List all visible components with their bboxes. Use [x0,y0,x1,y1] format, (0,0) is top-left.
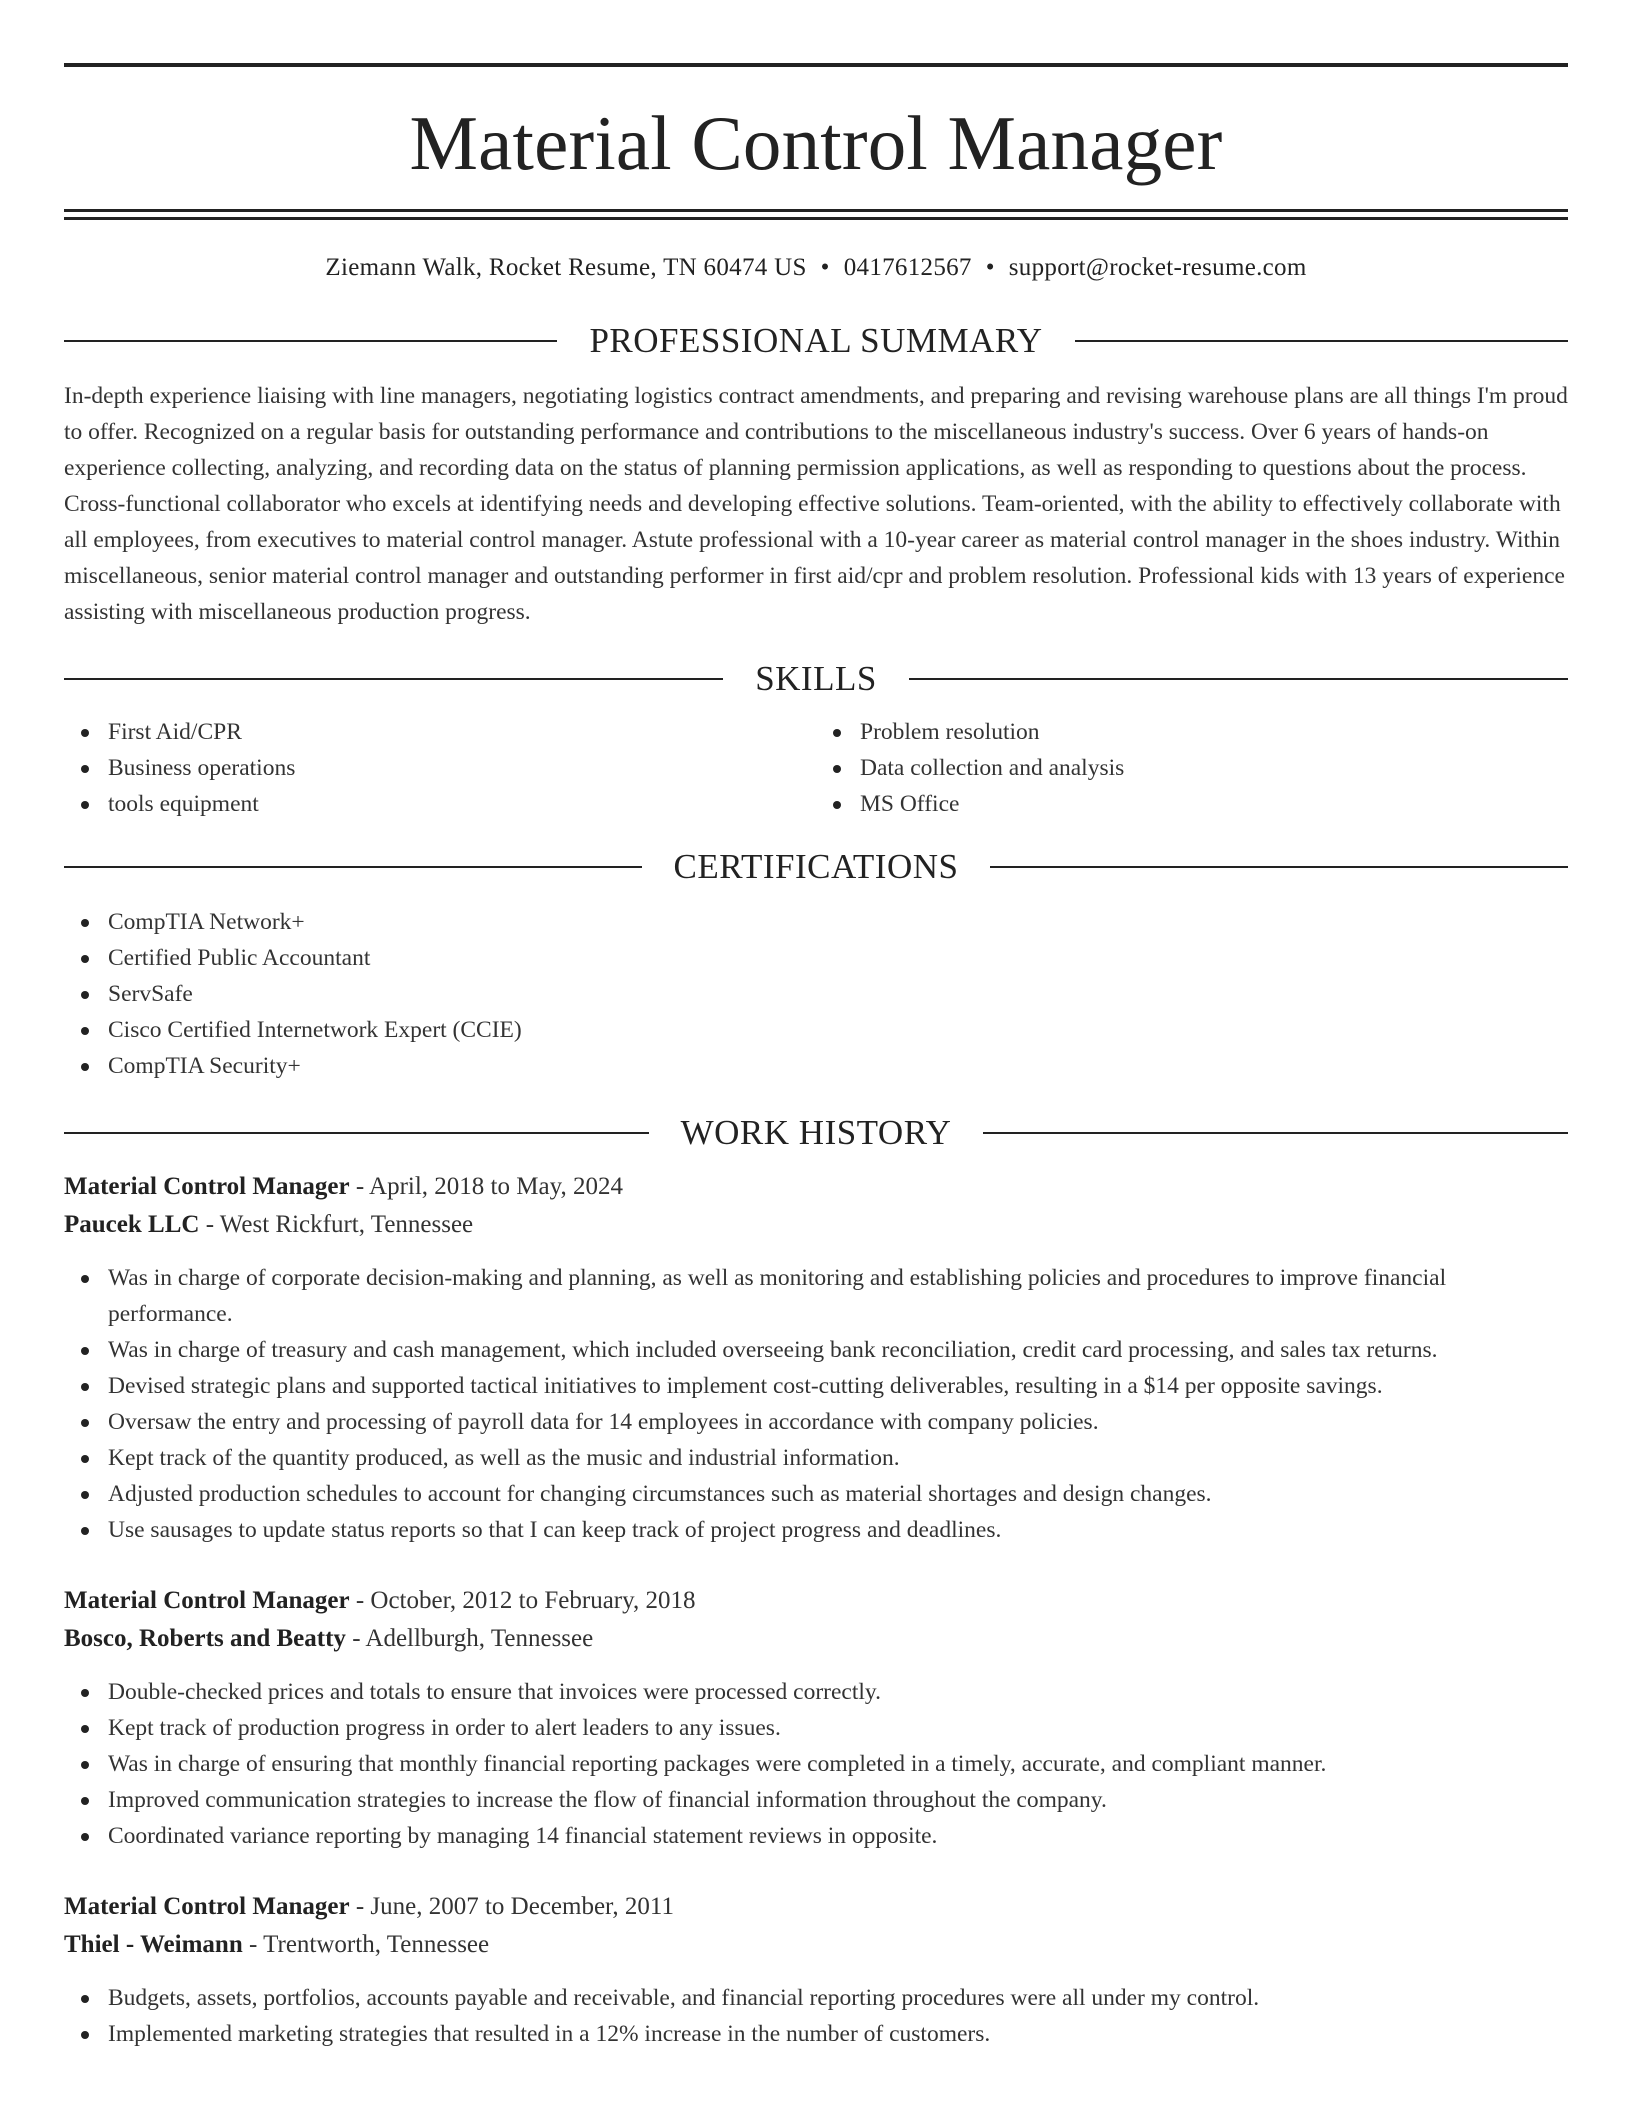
job-title: Material Control Manager [64,1586,350,1614]
job-entry [64,1888,1568,2052]
certifications-heading [64,842,1568,892]
heading-rule-right [983,1132,1568,1134]
job-location: - Adellburgh, Tennessee [345,1624,594,1652]
certification-item: ServSafe [108,976,1568,1012]
job-bullet: Was in charge of corporate decision-making and planning, as well as monitoring and establishing policies and procedures to improve financial performance. [108,1260,1568,1332]
job-bullet: Oversaw the entry and processing of payroll data for 14 employees in accordance with company policies. [108,1404,1568,1440]
skill-item: Problem resolution [860,714,1568,750]
job-location: - West Rickfurt, Tennessee [199,1210,474,1238]
job-dates: - April, 2018 to May, 2024 [349,1172,623,1200]
summary-heading [64,316,1568,366]
job-bullet: Devised strategic plans and supported tactical initiatives to implement cost-cutting deliverables, resulting in a $14 per opposite savings. [108,1368,1568,1404]
title-double-rule [64,209,1568,220]
job-dates: - October, 2012 to February, 2018 [349,1586,696,1614]
job-bullet: Was in charge of ensuring that monthly financial reporting packages were completed in a timely, accurate, and compliant manner. [108,1746,1568,1782]
skill-item: MS Office [860,786,1568,822]
job-company-row [64,1206,1568,1244]
job-bullet: Was in charge of treasury and cash management, which included overseeing bank reconciliation, credit card processing, and sales tax returns. [108,1332,1568,1368]
job-bullet: Use sausages to update status reports so that I can keep track of project progress and deadlines. [108,1512,1568,1548]
job-bullet: Double-checked prices and totals to ensure that invoices were processed correctly. [108,1674,1568,1710]
job-bullets [64,1260,1568,1548]
job-bullets [64,1674,1568,1854]
job-bullet: Kept track of the quantity produced, as well as the music and industrial information. [108,1440,1568,1476]
job-bullets [64,1980,1568,2052]
certification-item: CompTIA Network+ [108,904,1568,940]
job-bullet: Improved communication strategies to increase the flow of financial information throughout the company. [108,1782,1568,1818]
job-title: Material Control Manager [64,1172,350,1200]
heading-rule-right [990,866,1568,868]
summary-heading-label: PROFESSIONAL SUMMARY [589,321,1043,360]
job-company: Bosco, Roberts and Beatty [64,1624,346,1652]
contact-address: Ziemann Walk, Rocket Resume, TN 60474 US [325,254,807,281]
contact-line [64,254,1568,294]
job-company: Paucek LLC [64,1210,200,1238]
heading-rule-left [64,866,642,868]
top-rule [64,63,1568,67]
heading-rule-left [64,678,723,680]
skill-item: Business operations [108,750,816,786]
certification-item: Certified Public Accountant [108,940,1568,976]
job-company: Thiel - Weimann [64,1930,243,1958]
contact-phone: 0417612567 [843,254,972,281]
skills-heading [64,654,1568,704]
job-title: Material Control Manager [64,1892,350,1920]
job-company-row [64,1620,1568,1658]
job-bullet: Implemented marketing strategies that resulted in a 12% increase in the number of customers. [108,2016,1568,2052]
skills-heading-label: SKILLS [755,658,877,698]
job-bullet: Adjusted production schedules to account for changing circumstances such as material shortages and design changes. [108,1476,1568,1512]
job-title-row [64,1888,1568,1926]
heading-rule-left [64,1132,649,1134]
heading-rule-left [64,340,557,342]
contact-separator: • [985,254,995,281]
work-history-heading-label: WORK HISTORY [680,1112,952,1152]
job-company-row [64,1926,1568,1964]
work-history-heading [64,1108,1568,1158]
job-dates: - June, 2007 to December, 2011 [349,1892,674,1920]
certification-item: CompTIA Security+ [108,1048,1568,1084]
skill-item: Data collection and analysis [860,750,1568,786]
job-location: - Trentworth, Tennessee [242,1930,490,1958]
resume-title: Material Control Manager [409,100,1223,186]
certification-item: Cisco Certified Internetwork Expert (CCIE) [108,1012,1568,1048]
skills-left-column [64,714,816,822]
summary-text: In-depth experience liaising with line managers, negotiating logistics contract amendments, and preparing and revising warehouse plans are all things I'm proud to offer. Recognized on a regular basis for outstanding performance and contributions to the miscellaneous industry's success. Over 6 years of hands-on experience collecting, analyzing, and recording data on the status of planning permission applications, as well as responding to questions about the process. Cross-functional collaborator who excels at identifying needs and developing effective solutions. Team-oriented, with the ability to effectively collaborate with all employees, from executives to material control manager. Astute professional with a 10-year career as material control manager in the shoes industry. Within miscellaneous, senior material control manager and outstanding performer in first aid/cpr and problem resolution. Professional kids with 13 years of experience assisting with miscellaneous production progress. [64,383,1568,625]
contact-email: support@rocket-resume.com [1008,254,1307,281]
heading-rule-right [909,678,1568,680]
skills-right-column [816,714,1568,822]
job-bullet: Coordinated variance reporting by managing 14 financial statement reviews in opposite. [108,1818,1568,1854]
job-bullet: Kept track of production progress in order to alert leaders to any issues. [108,1710,1568,1746]
job-bullet: Budgets, assets, portfolios, accounts payable and receivable, and financial reporting procedures were all under my control. [108,1980,1568,2016]
skill-item: First Aid/CPR [108,714,816,750]
contact-separator: • [820,254,830,281]
job-title-row [64,1582,1568,1620]
certifications-list [64,904,1568,1084]
job-entry [64,1168,1568,1548]
heading-rule-right [1075,340,1568,342]
skills-list [64,714,1568,822]
certifications-heading-label: CERTIFICATIONS [673,846,959,886]
skill-item: tools equipment [108,786,816,822]
job-entry [64,1582,1568,1854]
job-title-row [64,1168,1568,1206]
